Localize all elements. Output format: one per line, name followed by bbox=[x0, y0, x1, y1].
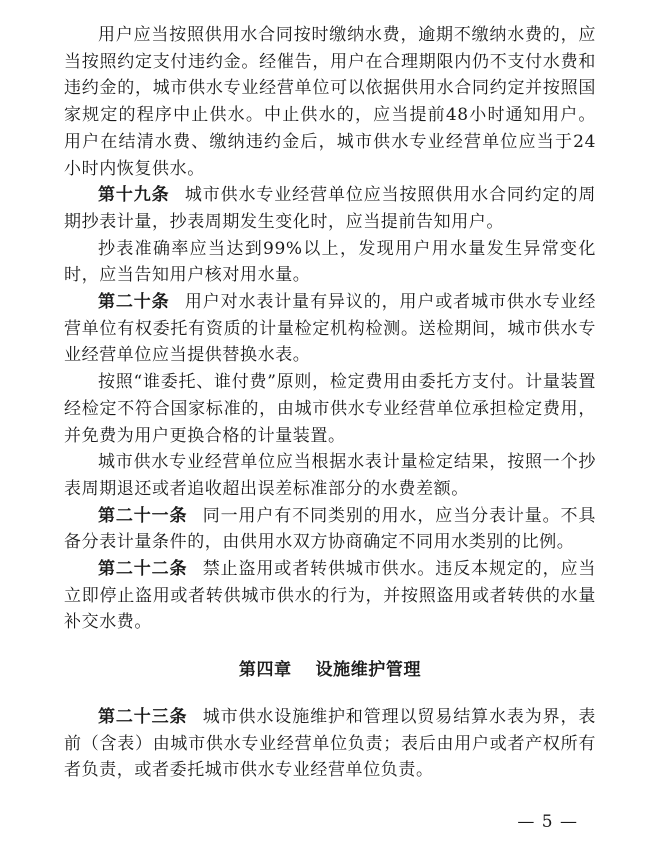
paragraph-text: 城市供水设施维护和管理以贸易结算水表为界，表前（含表）由城市供水专业经营单位负责；表后由用户或者产权所有者负责，或者委托城市供水专业经营单位负责。 bbox=[64, 706, 597, 781]
chapter-title: 设施维护管理 bbox=[315, 660, 422, 681]
chapter-heading bbox=[64, 657, 596, 684]
article-number: 第二十二条 bbox=[98, 559, 188, 580]
paragraph-water-fee-payment bbox=[64, 22, 596, 182]
article-23 bbox=[64, 704, 596, 784]
paragraph-text: 抄表准确率应当达到99%以上，发现用户用水量发生异常变化时，应当告知用户核对用水量。 bbox=[64, 238, 596, 286]
paragraph-text: 用户应当按照供用水合同按时缴纳水费，逾期不缴纳水费的，应当按照约定支付违约金。经催告，用户在合理期限内仍不支付水费和违约金的，城市供水专业经营单位可以依据供用水合同约定并按照国家规定的程序中止供水。中止供水的，应当提前48小时通知用户。用户在结清水费、缴纳违约金后，城市供水专业经营单位应当于24小时内恢复供水。 bbox=[64, 25, 596, 179]
paragraph-text: 按照“谁委托、谁付费”原则，检定费用由委托方支付。计量装置经检定不符合国家标准的，由城市供水专业经营单位承担检定费用，并免费为用户更换合格的计量装置。 bbox=[64, 372, 596, 446]
paragraph-text: 城市供水专业经营单位应当根据水表计量检定结果，按照一个抄表周期退还或者追收超出误差标准部分的水费差额。 bbox=[64, 452, 596, 499]
article-20 bbox=[64, 289, 596, 369]
paragraph-text: 同一用户有不同类别的用水，应当分表计量。不具备分表计量条件的，由供用水双方协商确定不同用水类别的比例。 bbox=[64, 505, 597, 553]
article-number: 第十九条 bbox=[98, 185, 170, 206]
article-number: 第二十条 bbox=[98, 292, 170, 313]
paragraph-fee-refund bbox=[64, 449, 596, 502]
article-number: 第二十三条 bbox=[98, 706, 188, 727]
chapter-number: 第四章 bbox=[238, 660, 292, 681]
page-number: — 5 — bbox=[517, 812, 578, 832]
paragraph-verification-fee bbox=[64, 369, 596, 449]
article-21 bbox=[64, 503, 596, 556]
paragraph-text: 城市供水专业经营单位应当按照供用水合同约定的周期抄表计量，抄表周期发生变化时，应当提前告知用户。 bbox=[64, 185, 596, 232]
paragraph-meter-accuracy bbox=[64, 236, 596, 289]
paragraph-text: 用户对水表计量有异议的，用户或者城市供水专业经营单位有权委托有资质的计量检定机构检测。送检期间，城市供水专业经营单位应当提供替换水表。 bbox=[64, 292, 596, 366]
article-19 bbox=[64, 182, 596, 235]
document-body bbox=[64, 22, 596, 784]
paragraph-text: 禁止盗用或者转供城市供水。违反本规定的，应当立即停止盗用或者转供城市供水的行为，并按照盗用或者转供的水量补交水费。 bbox=[64, 559, 597, 633]
article-22 bbox=[64, 556, 596, 636]
article-number: 第二十一条 bbox=[98, 505, 188, 526]
